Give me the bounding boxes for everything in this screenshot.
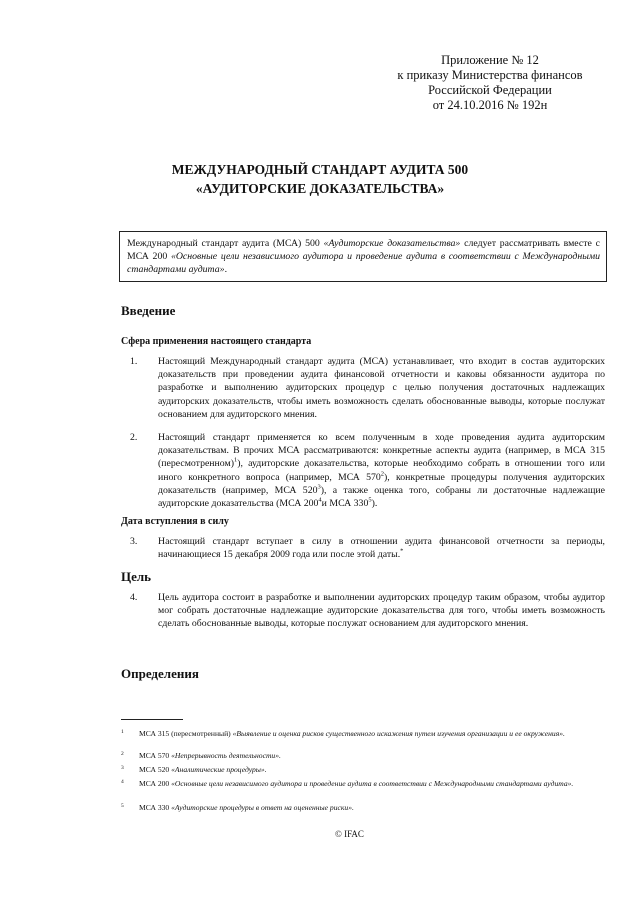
paragraph-1-number: 1. xyxy=(130,356,138,367)
footnote-4-italic: «Основные цели независимого аудитора и проведение аудита в соответствии с Международными стандартами аудита». xyxy=(171,779,574,788)
p2-text-a: Настоящий стандарт применяется ко всем полученным в ходе проведения аудита аудиторским доказательствам. В прочих МСА рассматриваются: конкретные аспекты аудита (например, в МСА 315 (пересмотренном) xyxy=(158,432,605,470)
paragraph-4-number: 4. xyxy=(130,592,138,603)
p2-text-d: ), а также оценка того, собраны ли достаточные надлежащие аудиторские доказательства (МСА 200 xyxy=(158,484,605,510)
annex-line-4: от 24.10.2016 № 192н xyxy=(432,98,548,112)
paragraph-2 xyxy=(121,431,605,510)
footnote-1-number: 1 xyxy=(121,729,124,735)
footnote-4-plain: МСА 200 xyxy=(139,779,172,788)
paragraph-3-text xyxy=(158,535,605,561)
paragraph-1-text: Настоящий Международный стандарт аудита (МСА) устанавливает, что входит в состав аудиторских доказательств при проведении аудита финансовой отчетности и каковы обязанности аудитора по разработке и выполнению аудиторских процедур с целью получения достаточных надлежащих аудиторских доказательств, чтобы иметь возможность сделать обоснованные выводы, которые послужат основанием для аудиторского мнения. xyxy=(158,356,605,420)
footnote-5 xyxy=(121,803,605,813)
document-title xyxy=(100,160,540,198)
footnote-3-plain: МСА 520 xyxy=(139,765,172,774)
heading-scope: Сфера применения настоящего стандарта xyxy=(121,336,312,347)
footnote-2-plain: МСА 570 xyxy=(139,751,172,760)
asterisk-mark: * xyxy=(400,547,404,555)
paragraph-2-number: 2. xyxy=(130,432,138,443)
footnote-3-number: 3 xyxy=(121,765,124,771)
footnote-separator xyxy=(121,719,183,720)
footnote-1-plain: МСА 315 (пересмотренный) xyxy=(139,729,233,738)
p2-text-e: и МСА 330 xyxy=(321,498,369,510)
heading-definitions: Определения xyxy=(121,666,199,681)
annex-line-1: Приложение № 12 xyxy=(441,53,539,67)
p2-text-c: ), конкретные процедуры получения аудиторских доказательств (например, МСА 520 xyxy=(158,471,605,496)
copyright-footer: © IFAC xyxy=(335,829,364,839)
footnote-4-number: 4 xyxy=(121,779,124,785)
boxed-note-italic-1: «Аудиторские доказательства» xyxy=(323,238,461,249)
p2-text-f: ). xyxy=(371,498,378,510)
boxed-note-text-3: . xyxy=(224,264,228,275)
title-line-2: «АУДИТОРСКИЕ ДОКАЗАТЕЛЬСТВА» xyxy=(195,181,445,196)
footnote-ref-5: 5 xyxy=(368,496,372,504)
paragraph-4 xyxy=(121,591,605,631)
heading-objective: Цель xyxy=(121,569,152,584)
annex-line-3: Российской Федерации xyxy=(428,83,552,97)
footnote-3-italic: «Аналитические процедуры». xyxy=(171,765,267,774)
footnote-5-number: 5 xyxy=(121,803,124,809)
footnote-3 xyxy=(121,765,605,775)
paragraph-3 xyxy=(121,535,605,561)
footnote-5-italic: «Аудиторские процедуры в ответ на оцененные риски». xyxy=(171,803,354,812)
p2-text-b: ), аудиторские доказательства, которые необходимо собрать в отношении того или иного конкретного вопроса (например, МСА 570 xyxy=(158,458,605,483)
annex-line-2: к приказу Министерства финансов xyxy=(397,68,583,82)
footnote-2-italic: «Непрерывность деятельности». xyxy=(171,751,281,760)
boxed-note xyxy=(119,231,607,282)
footnote-2-number: 2 xyxy=(121,751,124,757)
heading-introduction: Введение xyxy=(121,303,176,318)
footnote-1-italic: «Выявление и оценка рисков существенного искажения путем изучения организации и ее окружения». xyxy=(232,729,565,738)
boxed-note-italic-2: «Основные цели независимого аудитора и проведение аудита в соответствии с Международными стандартами аудита» xyxy=(127,251,600,275)
footnote-5-plain: МСА 330 xyxy=(139,803,172,812)
paragraph-4-text: Цель аудитора состоит в разработке и выполнении аудиторских процедур таким образом, чтобы аудитор мог собрать достаточные надлежащие аудиторские доказательства для того, чтобы иметь возможность сделать обоснованные выводы, которые послужат основанием для аудиторского мнения. xyxy=(158,592,605,630)
footnote-2 xyxy=(121,751,605,761)
paragraph-2-text xyxy=(158,431,605,510)
footnote-ref-3: 3 xyxy=(317,483,321,491)
p3-text: Настоящий стандарт вступает в силу в отношении аудита финансовой отчетности за периоды, начинающиеся 15 декабря 2009 года или после этой даты. xyxy=(158,536,605,561)
paragraph-1 xyxy=(121,355,605,421)
footnote-1 xyxy=(121,729,605,739)
footnote-4 xyxy=(121,779,605,789)
footnote-ref-1: 1 xyxy=(233,457,238,465)
annex-header xyxy=(380,53,600,113)
footnote-ref-2: 2 xyxy=(380,470,385,478)
paragraph-3-number: 3. xyxy=(130,536,138,547)
title-line-1: МЕЖДУНАРОДНЫЙ СТАНДАРТ АУДИТА 500 xyxy=(171,162,469,177)
boxed-note-text-1: Международный стандарт аудита (МСА) 500 xyxy=(127,238,324,249)
heading-effective-date: Дата вступления в силу xyxy=(121,516,229,527)
boxed-note-text-2: следует рассматривать вместе с МСА 200 xyxy=(127,238,601,262)
footnote-ref-4: 4 xyxy=(318,496,322,504)
